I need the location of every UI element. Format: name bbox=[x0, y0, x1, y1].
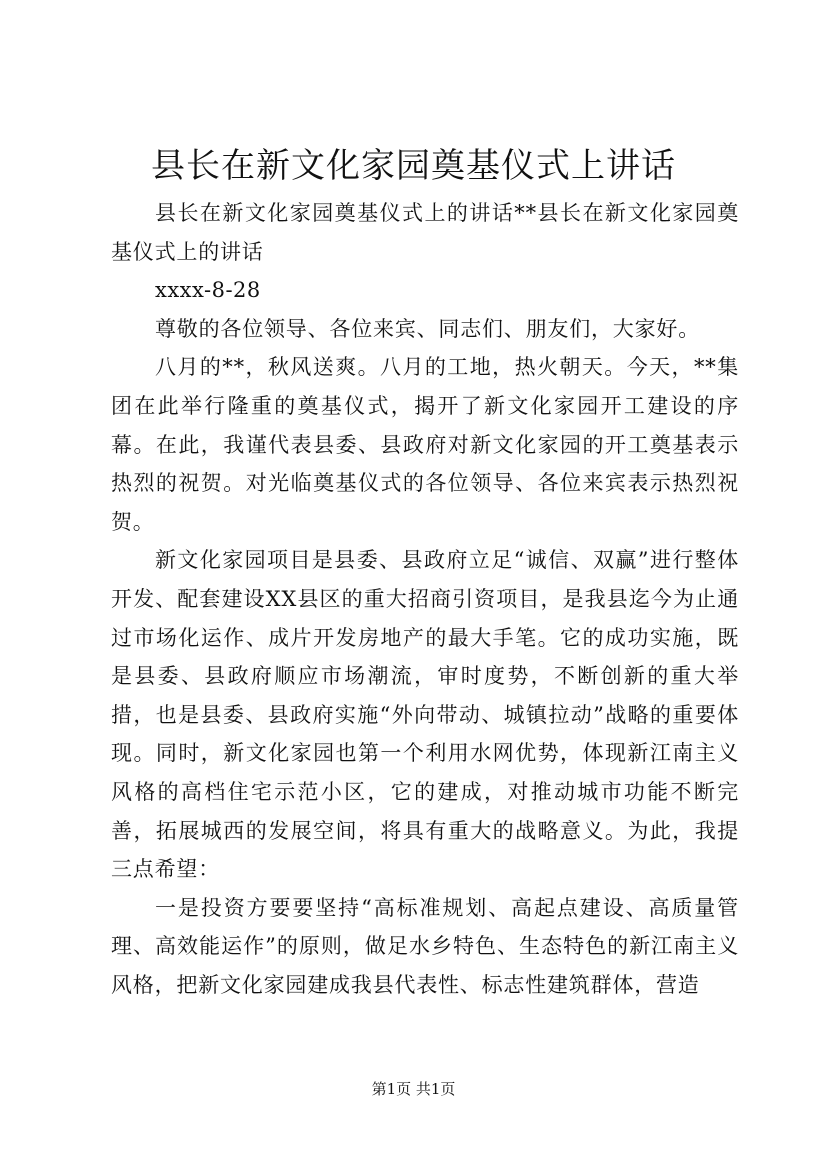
paragraph-project: 新文化家园项目是县委、县政府立足“诚信、双赢”进行整体开发、配套建设XX县区的重大招商引资项目，是我县迄今为止通过市场化运作、成片开发房地产的最大手笔。它的成功实施，既是县委、县政府顺应市场潮流，审时度势，不断创新的重大举措，也是县委、县政府实施“外向带动、城镇拉动”战略的重要体现。同时，新文化家园也第一个利用水网优势，体现新江南主义风格的高档住宅示范小区，它的建成，对推动城市功能不断完善，拓展城西的发展空间，将具有重大的战略意义。为此，我提三点希望： bbox=[111, 548, 739, 882]
paragraph-date: xxxx-8-28 bbox=[155, 278, 261, 303]
paragraph-opening: 八月的**，秋风送爽。八月的工地，热火朝天。今天，**集团在此举行隆重的奠基仪式，揭开了新文化家园开工建设的序幕。在此，我谨代表县委、县政府对新文化家园的开工奠基表示热烈的祝贺。对光临奠基仪式的各位领导、各位来宾表示热烈祝贺。 bbox=[111, 355, 739, 534]
paragraph-hope-one: 一是投资方要要坚持“高标准规划、高起点建设、高质量管理、高效能运作”的原则，做足水乡特色、生态特色的新江南主义风格，把新文化家园建成我县代表性、标志性建筑群体，营造 bbox=[111, 895, 739, 997]
document-body bbox=[111, 194, 739, 1004]
paragraph-greeting: 尊敬的各位领导、各位来宾、同志们、朋友们，大家好。 bbox=[155, 316, 700, 341]
document-title: 县长在新文化家园奠基仪式上讲话 bbox=[151, 146, 676, 186]
paragraph-intro: 县长在新文化家园奠基仪式上的讲话**县长在新文化家园奠基仪式上的讲话 bbox=[111, 201, 739, 264]
page-number-footer: 第1页 共1页 bbox=[371, 1080, 456, 1098]
